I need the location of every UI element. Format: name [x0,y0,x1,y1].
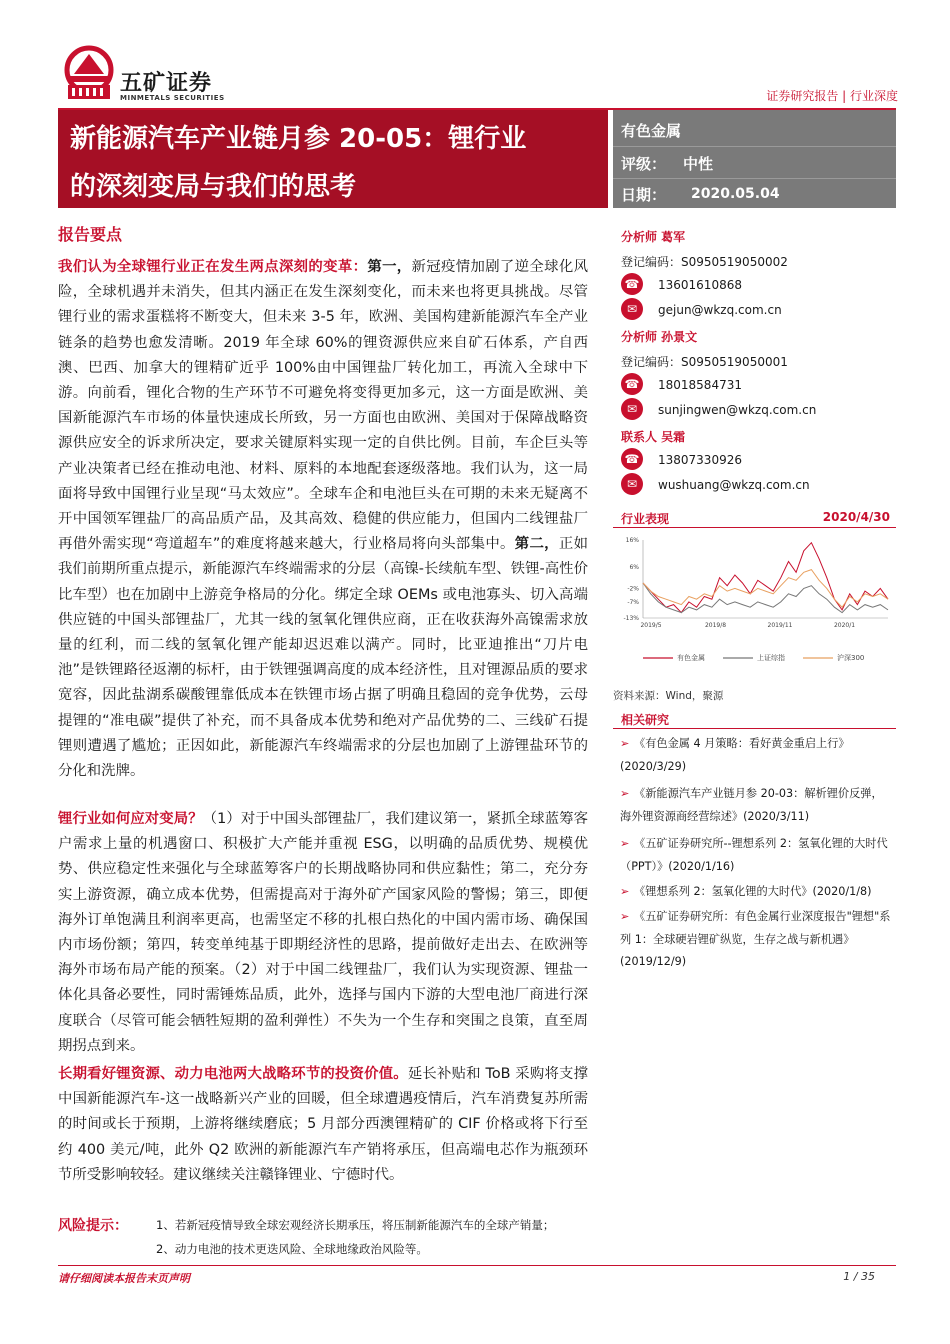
bullet-arrow-icon: ➢ [620,910,630,923]
paragraph-lead: 我们认为全球锂行业正在发生两点深刻的变革： [58,259,368,275]
bullet-arrow-icon: ➢ [620,837,630,850]
related-item[interactable]: ➢ 《五矿证券研究所--锂想系列 2：氢氧化锂的大时代（PPT）》(2020/1/16) [620,833,892,878]
legend-label: 有色金属 [677,654,705,662]
y-tick-label: -2% [627,585,639,593]
analyst-2-name: 分析师 孙景文 [621,330,698,344]
bullet-arrow-icon: ➢ [620,885,630,898]
page-number: 1 / 35 [843,1270,875,1283]
email-icon: ✉ [621,473,643,495]
paragraph-lead: 锂行业如何应对变局？ [58,811,203,827]
summary-paragraph-2 [58,807,588,1059]
performance-date: 2020/4/30 [822,510,890,524]
point-marker: 第一， [367,259,412,275]
y-tick-label: -7% [627,598,639,606]
bullet-arrow-icon: ➢ [620,737,630,750]
summary-heading: 报告要点 [58,225,123,244]
chart-source: 资料来源：Wind，聚源 [613,690,724,702]
contact-phone: 13807330926 [658,453,742,467]
contact-name: 联系人 吴霜 [621,430,686,444]
date-value: 2020.05.04 [691,186,780,202]
x-tick-label: 2019/8 [704,622,727,629]
x-tick-label: 2020/1 [833,622,856,629]
paragraph-text: 新冠疫情加剧了逆全球化风险，全球机遇并未消失，但其内涵正在发生深刻变化，而未来也将更具挑战。尽管锂行业的需求蛋糕将不断变大，但未来 3-5 年，欧洲、美国构建新能源汽车全产业链条的趋势也愈发清晰。2019 年全球 60%的锂资源供应来自矿石体系，产自西澳、巴西、加拿大的锂精矿近乎 100%由中国锂盐厂转化加工，再流入全球中下游。向前看，锂化合物的生产环节不可避免将变得更加多元，这一方面是欧洲、美国新能源汽车市场的体量快速成长所致，另一方面也由欧洲、美国对于保障战略资源供应安全的诉求所决定，要求关键原料实现一定的自供比例。目前，车企巨头等产业决策者已经在推动电池、材料、原料的本地配套逐级落地。我们认为，这一局面将导致中国锂行业呈现“马太效应”。全球车企和电池巨头在可期的未来无疑离不开中国领军锂盐厂的高品质产品，及其高效、稳健的供应能力，但国内二线锂盐厂再借外需实现“弯道超车”的难度将越来越大，行业格局将向头部集中。 [58,259,588,553]
risk-label: 风险提示： [58,1218,128,1234]
y-tick-label: -13% [623,615,639,622]
related-item[interactable]: ➢ 《新能源汽车产业链月参 20-03：解析锂价反弹，海外锂资源商经营综述》(2020/3/11) [620,783,892,828]
email-icon: ✉ [621,298,643,320]
risk-item-1: 1、若新冠疫情导致全球宏观经济长期承压，将压制新能源汽车的全球产销量； [156,1218,555,1232]
analyst-1-email[interactable]: gejun@wkzq.com.cn [658,303,782,317]
title-banner [58,110,608,208]
rating-value: 中性 [683,155,714,173]
related-research-title: 相关研究 [621,713,670,727]
info-divider [613,146,896,147]
sector-name: 有色金属 [621,122,682,140]
y-tick-label: 6% [629,563,639,571]
report-title-line-1: 新能源汽车产业链月参 20-05：锂行业 [70,124,527,154]
phone-icon: ☎ [621,273,643,295]
rating-label: 评级： [621,155,667,173]
y-tick-label: 16% [625,537,639,544]
summary-paragraph-3 [58,1062,588,1188]
analyst-1-name: 分析师 葛军 [621,230,686,244]
performance-divider [613,527,896,528]
performance-title: 行业表现 [621,512,670,526]
company-logo [58,44,120,104]
footer-divider [58,1265,896,1266]
report-type: 证券研究报告 | 行业深度 [766,89,898,103]
summary-paragraph-1 [58,255,588,784]
related-divider [613,728,896,729]
series-line-沪深300 [643,570,888,608]
paragraph-text: 正如我们前期所重点提示，新能源汽车终端需求的分层（高镍-长续航车型、铁锂-高性价比车型）也在加剧中上游竞争格局的分化。绑定全球 OEMs 或电池寡头、切入高端供应链的中国头部锂盐厂，尤其一线的氢氧化锂供应商，正在收获海外高镍需求放量的红利，而二线的氢氧化锂产能却迟迟难以满产。同时，比亚迪推出“刀片电池”是铁锂路径返潮的标杆，由于铁锂强调高度的成本经济性，且对锂源品质的要求宽容，因此盐湖系碳酸锂靠低成本在铁锂市场占据了明确且稳固的竞争优势，云母提锂的“准电碳”提供了补充，而不具备成本优势和绝对产品优势的二、三线矿石提锂则遭遇了尴尬；正因如此，新能源汽车终端需求的分层也加剧了上游锂盐环节的分化和洗牌。 [58,536,588,780]
phone-icon: ☎ [621,373,643,395]
footer-disclaimer: 请仔细阅读本报告末页声明 [58,1272,190,1285]
risk-item-2: 2、动力电池的技术更迭风险、全球地缘政治风险等。 [156,1242,428,1256]
related-item[interactable]: ➢ 《有色金属 4 月策略：看好黄金重启上行》(2020/3/29) [620,733,892,778]
report-title-line-2: 的深刻变局与我们的思考 [70,172,357,202]
paragraph-text: （1）对于中国头部锂盐厂，我们建议第一，紧抓全球蓝筹客户需求上量的机遇窗口、积极扩大产能并重视 ESG，以明确的品质优势、规模优势、供应稳定性来强化与全球蓝筹客户的长期战略协同和供应黏性；第二，充分夯实上游资源，确立成本优势，但需提高对于海外矿产国家风险的警惕；第三，即便海外订单饱满且利润率更高，也需坚定不移的扎根白热化的中国内需市场、确保国内市场份额；第四，转变单纯基于即期经济性的思路，提前做好走出去、在欧洲等海外市场布局产能的预案。（2）对于中国二线锂盐厂，我们认为实现资源、锂盐一体化具备必要性，同时需锤炼品质，此外，选择与国内下游的大型电池厂商进行深度联合（尽管可能会牺牲短期的盈利弹性）不失为一个生存和突围之良策，直至周期拐点到来。 [58,811,588,1054]
paragraph-text: 延长补贴和 ToB 采购将支撑中国新能源汽车-这一战略新兴产业的回暖，但全球遭遇疫情后，汽车消费复苏所需的时间或长于预期，上游将继续磨底；5 月部分西澳锂精矿的 CIF 价格或将下行至约 400 美元/吨，此外 Q2 欧洲的新能源汽车产销将承压，但高端电芯作为瓶颈环节所受影响较轻。建议继续关注赣锋锂业、宁德时代。 [58,1066,588,1183]
brand-english-name: MINMETALS SECURITIES [120,94,225,102]
info-panel [613,110,896,208]
analyst-1-reg: 登记编码：S0950519050002 [621,255,788,269]
analyst-2-email[interactable]: sunjingwen@wkzq.com.cn [658,403,817,417]
x-tick-label: 2019/5 [640,622,662,629]
chart-svg [613,530,896,680]
info-divider [613,178,896,179]
analyst-1-phone: 13601610868 [658,278,742,292]
legend-label: 沪深300 [837,654,865,662]
point-marker: 第二， [514,536,559,553]
phone-icon: ☎ [621,448,643,470]
related-item[interactable]: ➢ 《五矿证券研究所：有色金属行业深度报告"锂想"系列 1：全球硬岩锂矿纵览，生存之战与新机遇》(2019/12/9) [620,906,892,974]
contact-email[interactable]: wushuang@wkzq.com.cn [658,478,810,492]
related-item[interactable]: ➢ 《锂想系列 2：氢氧化锂的大时代》(2020/1/8) [620,881,892,904]
email-icon: ✉ [621,398,643,420]
bullet-arrow-icon: ➢ [620,787,630,800]
brand-name: 五矿证券 [120,71,213,96]
analyst-2-phone: 18018584731 [658,378,742,392]
x-tick-label: 2019/11 [767,622,793,629]
performance-chart [613,530,896,680]
date-label: 日期： [621,186,667,204]
legend-label: 上证综指 [757,654,785,662]
analyst-2-reg: 登记编码：S0950519050001 [621,355,788,369]
paragraph-lead: 长期看好锂资源、动力电池两大战略环节的投资价值。 [58,1066,408,1082]
series-line-有色金属 [643,543,888,613]
